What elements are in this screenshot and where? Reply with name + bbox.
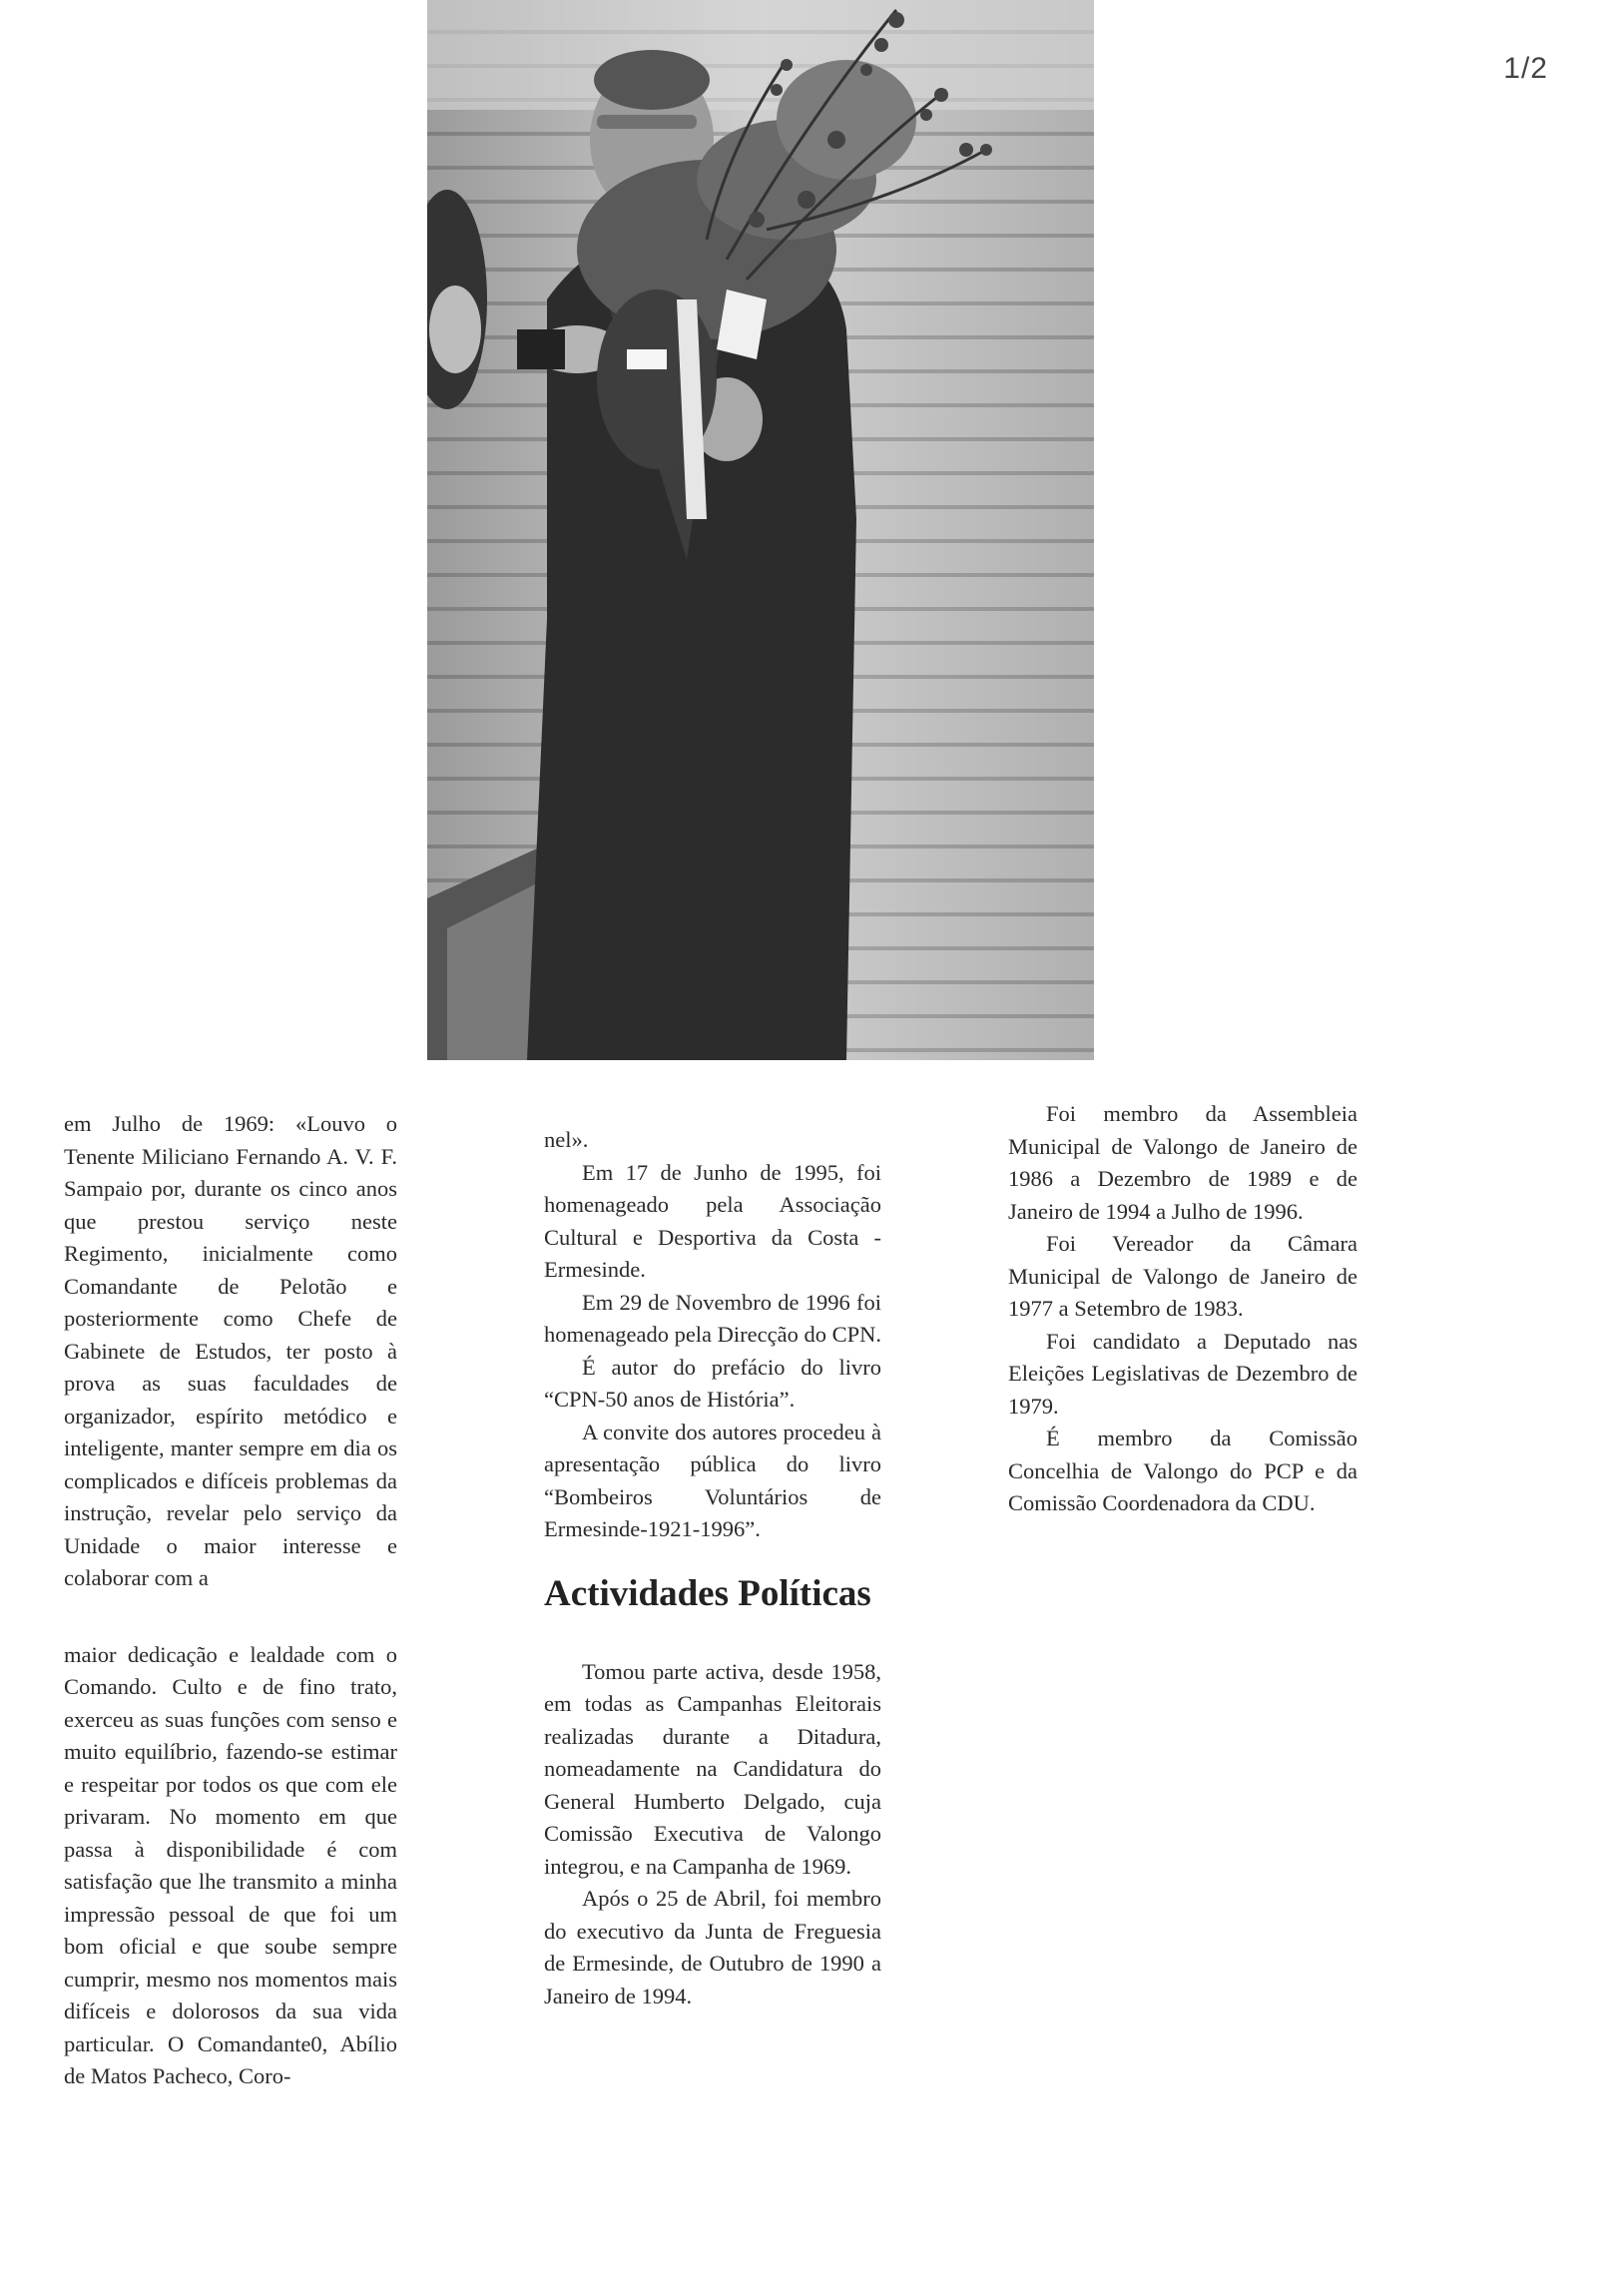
column-2-paragraph: Após o 25 de Abril, foi membro do executivo da Junta de Freguesia de Ermesinde, de Outubro de 1990 a Janeiro de 1994. [544, 1886, 881, 2009]
column-1-paragraph: em Julho de 1969: «Louvo o Tenente Miliciano Fernando A. V. F. Sampaio por, durante os cinco anos que prestou serviço neste Regimento, inicialmente como Comandante de Pelotão e posteriormente como Chefe de Gabinete de Estudos, ter posto à prova as suas faculdades de organizador, espírito metódico e inteligente, manter sempre em dia os complicados e difíceis problemas da instrução, revelar pelo serviço da Unidade o maior interesse e colaborar com a [64, 1111, 397, 1590]
column-2 [544, 1124, 881, 2012]
column-2-paragraph: Tomou parte activa, desde 1958, em todas as Campanhas Eleitorais realizadas durante a Ditadura, nomeadamente na Candidatura do General Humberto Delgado, cuja Comissão Executiva de Valongo integrou, e na Campanha de 1969. [544, 1658, 881, 1879]
column-2-paragraph: É autor do prefácio do livro “CPN-50 anos de História”. [544, 1354, 881, 1412]
column-2-paragraph: A convite dos autores procedeu à apresentação pública do livro “Bombeiros Voluntários de Ermesinde-1921-1996”. [544, 1419, 881, 1541]
column-2-lead: nel». [544, 1127, 589, 1152]
column-3-paragraph: Foi Vereador da Câmara Municipal de Valongo de Janeiro de 1977 a Setembro de 1983. [1008, 1231, 1357, 1321]
column-3-paragraph: É membro da Comissão Concelhia de Valongo do PCP e da Comissão Coordenadora da CDU. [1008, 1426, 1357, 1515]
section-heading: Actividades Políticas [544, 1572, 871, 1614]
column-3-paragraph: Foi candidato a Deputado nas Eleições Legislativas de Dezembro de 1979. [1008, 1328, 1357, 1419]
column-3 [1008, 1098, 1357, 1520]
column-1-paragraph: maior dedicação e lealdade com o Comando. Culto e de fino trato, exerceu as suas funções com senso e muito equilíbrio, fazendo-se estimar e respeitar por todos os que com ele privaram. No momento em que passa à disponibilidade é com satisfação que lhe transmito a minha impressão pessoal de que foi um bom oficial e que soube sempre cumprir, mesmo nos momentos mais difíceis e dolorosos da sua vida particular. O Comandante0, Abílio de Matos Pacheco, Coro- [64, 1641, 397, 2088]
column-2-paragraph: Em 17 de Junho de 1995, foi homenageado pela Associação Cultural e Desportiva da Costa - Ermesinde. [544, 1159, 881, 1282]
portrait-photo-icon [427, 0, 1094, 1060]
portrait-photo [427, 0, 1094, 1060]
page-number: 1/2 [1503, 52, 1548, 85]
column-3-paragraph: Foi membro da Assembleia Municipal de Valongo de Janeiro de 1986 a Dezembro de 1989 e de Janeiro de 1994 a Julho de 1996. [1008, 1101, 1357, 1224]
column-2-paragraph: Em 29 de Novembro de 1996 foi homenageado pela Direcção do CPN. [544, 1289, 882, 1347]
column-1 [64, 1108, 397, 2093]
